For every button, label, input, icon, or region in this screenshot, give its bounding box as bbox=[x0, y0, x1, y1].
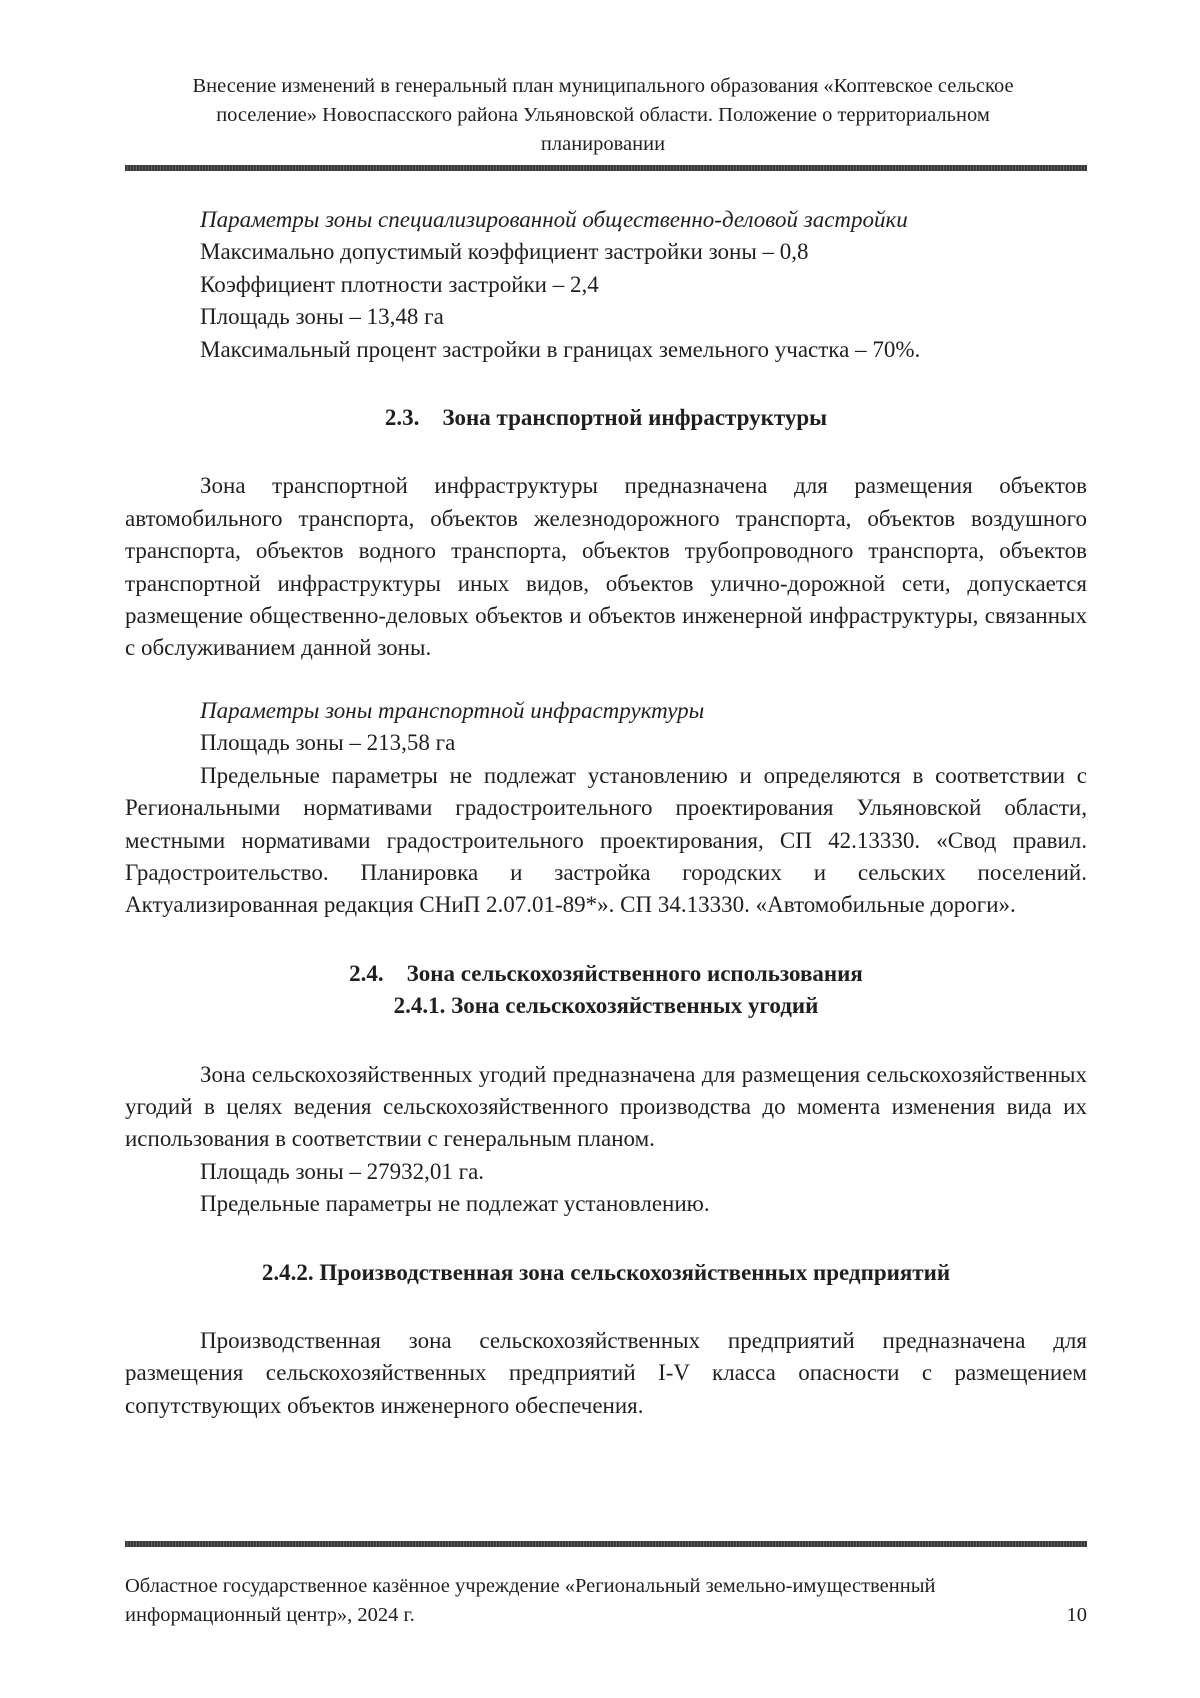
agri-limits: Предельные параметры не подлежат установлению. bbox=[200, 1191, 710, 1217]
section-2-4-2-heading: 2.4.2. Производственная зона сельскохозяйственных предприятий bbox=[261, 1259, 951, 1285]
page-number: 10 bbox=[1066, 1604, 1087, 1626]
section-2-4-1-heading: 2.4.1. Зона сельскохозяйственных угодий bbox=[393, 993, 819, 1019]
section-2-3-heading: 2.3. Зона транспортной инфраструктуры bbox=[384, 405, 828, 431]
footer bbox=[125, 1572, 1087, 1630]
footer-rule bbox=[125, 1541, 1087, 1547]
footer-line-1: Областное государственное казённое учреждение «Региональный земельно-имущественный bbox=[125, 1575, 936, 1597]
params-special-item: Площадь зоны – 13,48 га bbox=[200, 304, 444, 330]
agri-area: Площадь зоны – 27932,01 га. bbox=[200, 1158, 485, 1184]
header-line-2: поселение» Новоспасского района Ульяновской области. Положение о территориальном bbox=[216, 104, 990, 126]
transport-area: Площадь зоны – 213,58 га bbox=[200, 730, 456, 756]
transport-limits: Предельные параметры не подлежат установлению и определяются в соответствии с Региональными нормативами градостроительного проектирования Ульяновской области, местными нормативами градостроительного проектирования, СП 42.13330. «Свод правил. Градостроительство. Планировка и застройка городских и сельских поселений. Актуализированная редакция СНиП 2.07.01-89*». СП 34.13330. «Автомобильные дороги». bbox=[125, 762, 1087, 918]
section-2-3-paragraph: Зона транспортной инфраструктуры предназначена для размещения объектов автомобильного транспорта, объектов железнодорожного транспорта, объектов воздушного транспорта, объектов водного транспорта, объектов трубопроводного транспорта, объектов транспортной инфраструктуры иных видов, объектов улично-дорожной сети, допускается размещение общественно-деловых объектов и объектов инженерной инфраструктуры, связанных с обслуживанием данной зоны. bbox=[125, 473, 1087, 661]
header-rule bbox=[125, 165, 1087, 171]
transport-params-title: Параметры зоны транспортной инфраструктуры bbox=[200, 697, 705, 723]
section-2-4-1-paragraph: Зона сельскохозяйственных угодий предназначена для размещения сельскохозяйственных угодий в целях ведения сельскохозяйственного производства до момента изменения вида их использования в соответствии с генеральным планом. bbox=[125, 1061, 1087, 1152]
params-special-item: Максимальный процент застройки в границах земельного участка – 70%. bbox=[200, 336, 921, 362]
section-2-4-heading: 2.4. Зона сельскохозяйственного использования bbox=[349, 960, 863, 986]
header-line-1: Внесение изменений в генеральный план муниципального образования «Коптевское сельское bbox=[192, 75, 1014, 97]
params-special-item: Коэффициент плотности застройки – 2,4 bbox=[200, 271, 599, 297]
footer-line-2: информационный центр», 2024 г. bbox=[125, 1604, 415, 1626]
params-special-title: Параметры зоны специализированной общественно-деловой застройки bbox=[200, 207, 908, 232]
params-special-item: Максимально допустимый коэффициент застройки зоны – 0,8 bbox=[200, 239, 809, 265]
header-line-3: планировании bbox=[540, 133, 666, 155]
section-2-4-2-paragraph: Производственная зона сельскохозяйственных предприятий предназначена для размещения сельскохозяйственных предприятий I-V класса опасности с размещением сопутствующих объектов инженерного обеспечения. bbox=[125, 1327, 1087, 1418]
running-header bbox=[120, 72, 1086, 159]
document-body bbox=[125, 204, 1087, 1422]
